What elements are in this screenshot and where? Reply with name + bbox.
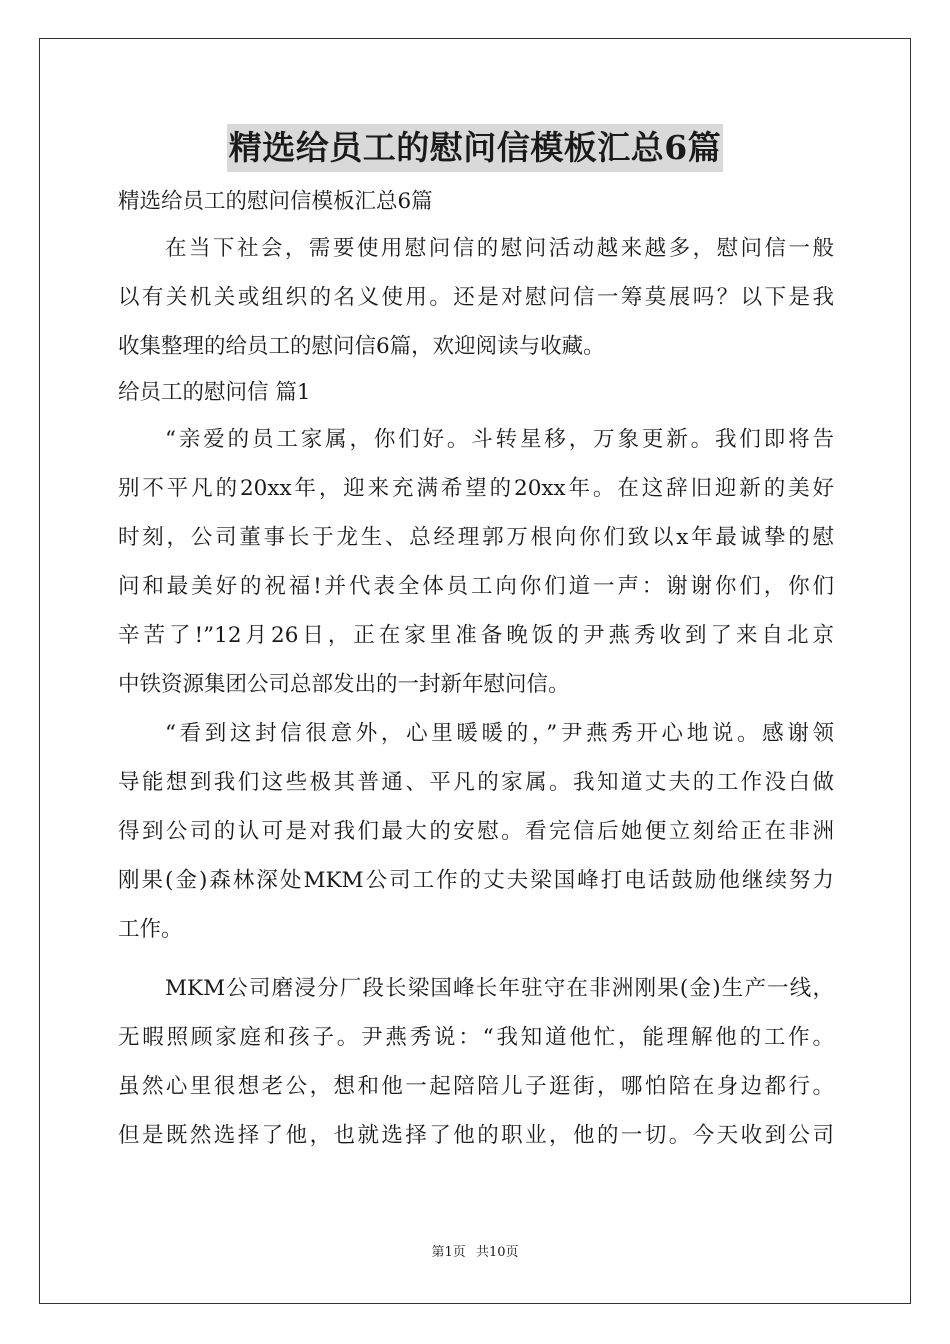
- text-line: 辛苦了!”12月26日，正在家里准备晚饭的尹燕秀收到了来自北京: [118, 623, 834, 648]
- document-subtitle: 精选给员工的慰问信模板汇总6篇: [118, 189, 433, 214]
- paragraph-1: [118, 415, 834, 709]
- text-line: 以有关机关或组织的名义使用。还是对慰问信一筹莫展吗？以下是我: [118, 285, 834, 310]
- paragraph-2: [118, 709, 834, 954]
- text-line: MKM公司磨浸分厂段长梁国峰长年驻守在非洲刚果(金)生产一线，: [165, 976, 834, 1001]
- text-line: 问和最美好的祝福!并代表全体员工向你们道一声：谢谢你们，你们: [118, 574, 834, 599]
- page-number: 第1页: [431, 1245, 466, 1260]
- text-line: “看到这封信很意外，心里暖暖的，”尹燕秀开心地说。感谢领: [165, 721, 834, 746]
- text-line: 虽然心里很想老公，想和他一起陪陪儿子逛街，哪怕陪在身边都行。: [118, 1074, 834, 1099]
- text-line: 无暇照顾家庭和孩子。尹燕秀说：“我知道他忙，能理解他的工作。: [118, 1025, 834, 1050]
- paragraph-3: [118, 964, 834, 1160]
- text-line: 别不平凡的20xx年，迎来充满希望的20xx年。在这辞旧迎新的美好: [118, 476, 834, 501]
- text-line: 导能想到我们这些极其普通、平凡的家属。我知道丈夫的工作没白做: [118, 770, 834, 795]
- text-line: 得到公司的认可是对我们最大的安慰。看完信后她便立刻给正在非洲: [118, 819, 834, 844]
- text-line: 在当下社会，需要使用慰问信的慰问活动越来越多，慰问信一般: [165, 236, 834, 261]
- document-title: 精选给员工的慰问信模板汇总6篇: [227, 124, 723, 172]
- paragraph-gap: [118, 954, 834, 964]
- page-footer: [0, 1243, 950, 1263]
- text-line: 中铁资源集团公司总部发出的一封新年慰问信。: [118, 672, 570, 697]
- title-container: [0, 124, 950, 172]
- intro-paragraph: [118, 224, 834, 371]
- section-heading: 给员工的慰问信 篇1: [118, 380, 311, 405]
- page-total: 共10页: [475, 1245, 519, 1260]
- text-line: 时刻，公司董事长于龙生、总经理郭万根向你们致以x年最诚挚的慰: [118, 525, 834, 550]
- text-line: “亲爱的员工家属，你们好。斗转星移，万象更新。我们即将告: [165, 427, 834, 452]
- document-body: [118, 180, 834, 1160]
- text-line: 收集整理的给员工的慰问信6篇，欢迎阅读与收藏。: [118, 334, 605, 359]
- text-line: 但是既然选择了他，也就选择了他的职业，他的一切。今天收到公司: [118, 1123, 834, 1148]
- text-line: 刚果(金)森林深处MKM公司工作的丈夫梁国峰打电话鼓励他继续努力: [118, 868, 834, 893]
- text-line: 工作。: [118, 917, 183, 942]
